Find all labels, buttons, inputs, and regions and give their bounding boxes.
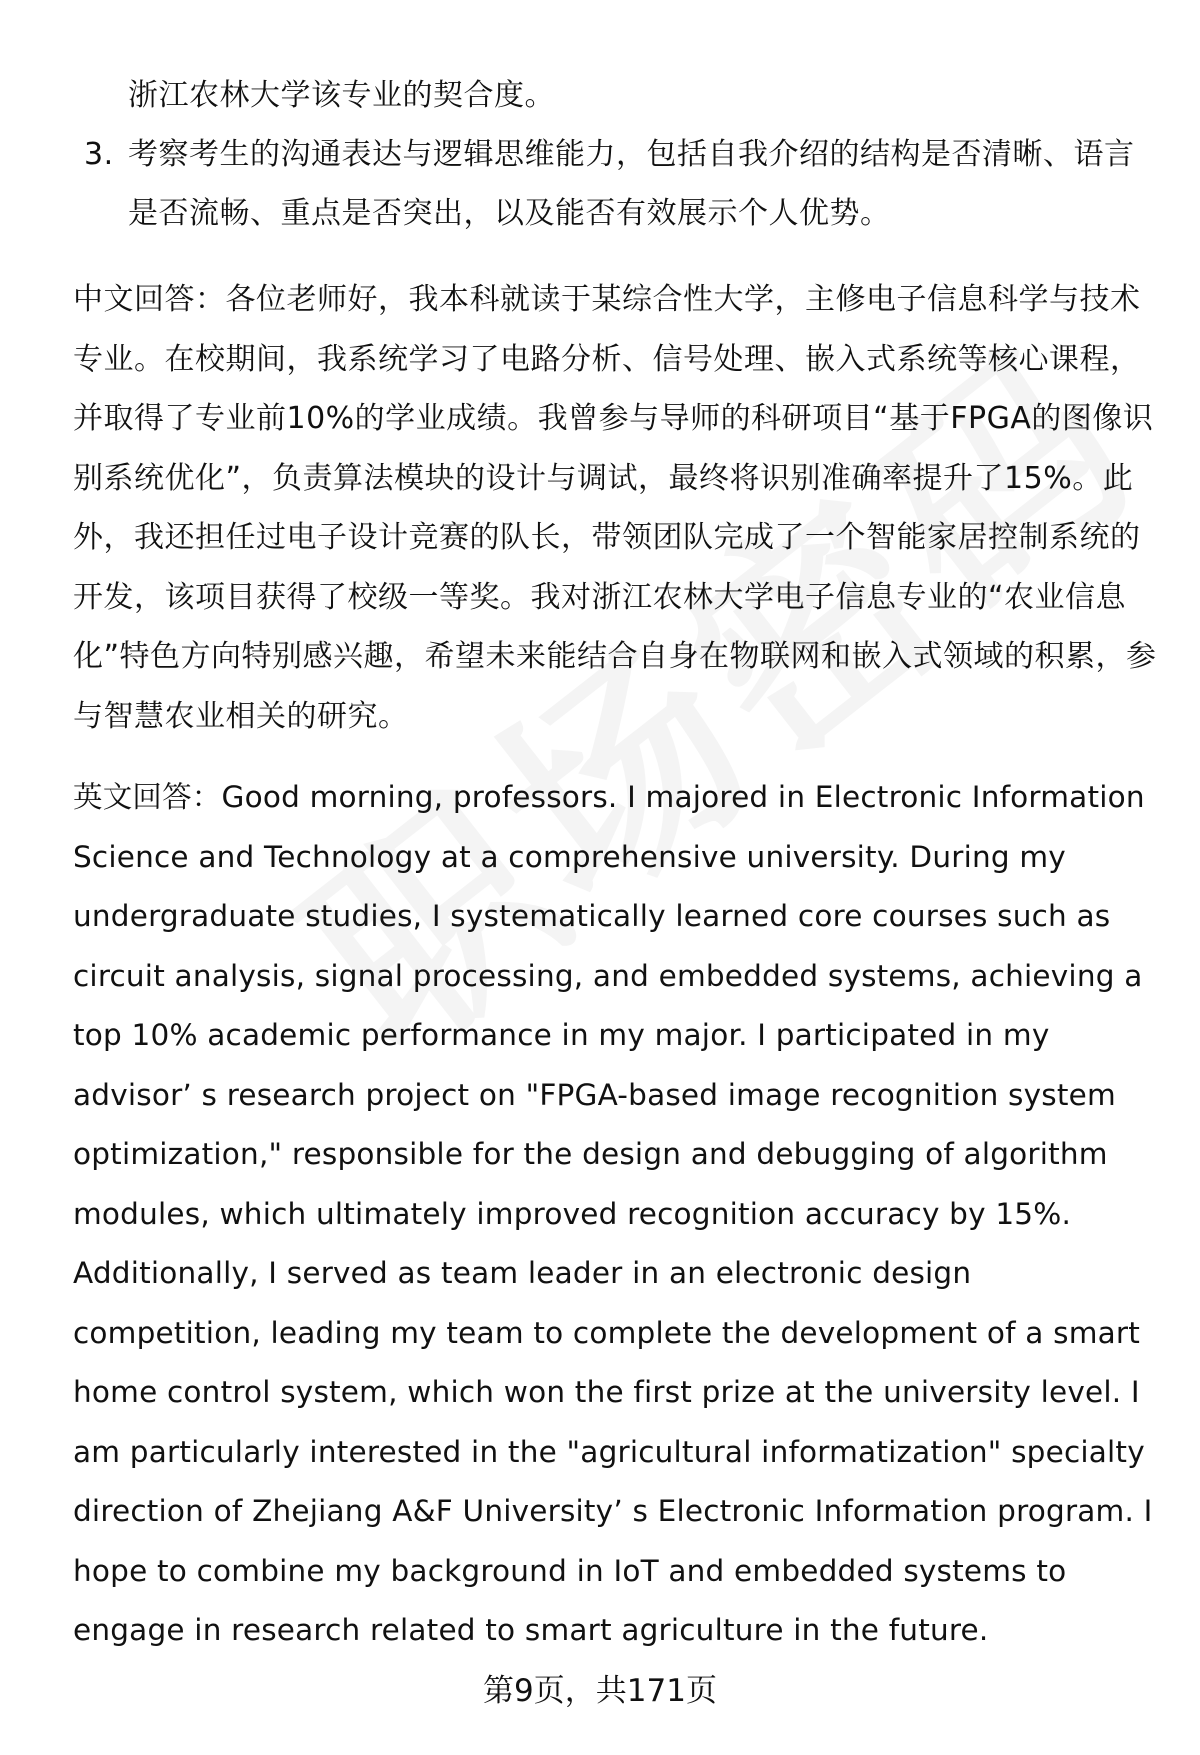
list-item-text: 考察考生的沟通表达与逻辑思维能力，包括自我介绍的结构是否清晰、语言是否流畅、重点是否突出，以及能否有效展示个人优势。 bbox=[128, 137, 1135, 231]
chinese-answer-paragraph bbox=[73, 270, 1163, 746]
page-number-footer: 第9页，共171页 bbox=[483, 1673, 717, 1709]
list-item-number: 3. bbox=[84, 137, 114, 172]
english-answer-label: 英文回答： bbox=[73, 780, 222, 814]
english-answer-text: Good morning, professors. I majored in Electronic Information Science and Technology at a comprehensive university. During my undergraduate studies, I systematically learned core courses such as circuit analysis, signal processing, and embedded systems, achieving a top 10% academic performance in my major. I participated in my advisor’ s research project on "FPGA-based image recognition system optimization," responsible for the design and debugging of algorithm modules, which ultimately improved recognition accuracy by 15%. Additionally, I served as team leader in an electronic design competition, leading my team to complete the development of a smart home control system, which won the first prize at the university level. I am particularly interested in the "agricultural informatization" specialty direction of Zhejiang A&F University’ s Electronic Information program. I hope to combine my background in IoT and embedded systems to engage in research related to smart agriculture in the future. bbox=[73, 780, 1153, 1647]
chinese-answer-label: 中文回答： bbox=[73, 282, 226, 317]
document-page bbox=[73, 66, 1163, 1661]
list-item-continuation: 浙江农林大学该专业的契合度。 bbox=[128, 78, 555, 113]
list-item-3 bbox=[73, 125, 1163, 243]
chinese-answer-text: 各位老师好，我本科就读于某综合性大学，主修电子信息科学与技术专业。在校期间，我系统学习了电路分析、信号处理、嵌入式系统等核心课程，并取得了专业前10%的学业成绩。我曾参与导师的科研项目“基于FPGA的图像识别系统优化”，负责算法模块的设计与调试，最终将识别准确率提升了15%。此外，我还担任过电子设计竞赛的队长，带领团队完成了一个智能家居控制系统的开发，该项目获得了校级一等奖。我对浙江农林大学电子信息专业的“农业信息化”特色方向特别感兴趣，希望未来能结合自身在物联网和嵌入式领域的积累，参与智慧农业相关的研究。 bbox=[73, 282, 1157, 734]
english-answer-paragraph bbox=[73, 768, 1163, 1661]
